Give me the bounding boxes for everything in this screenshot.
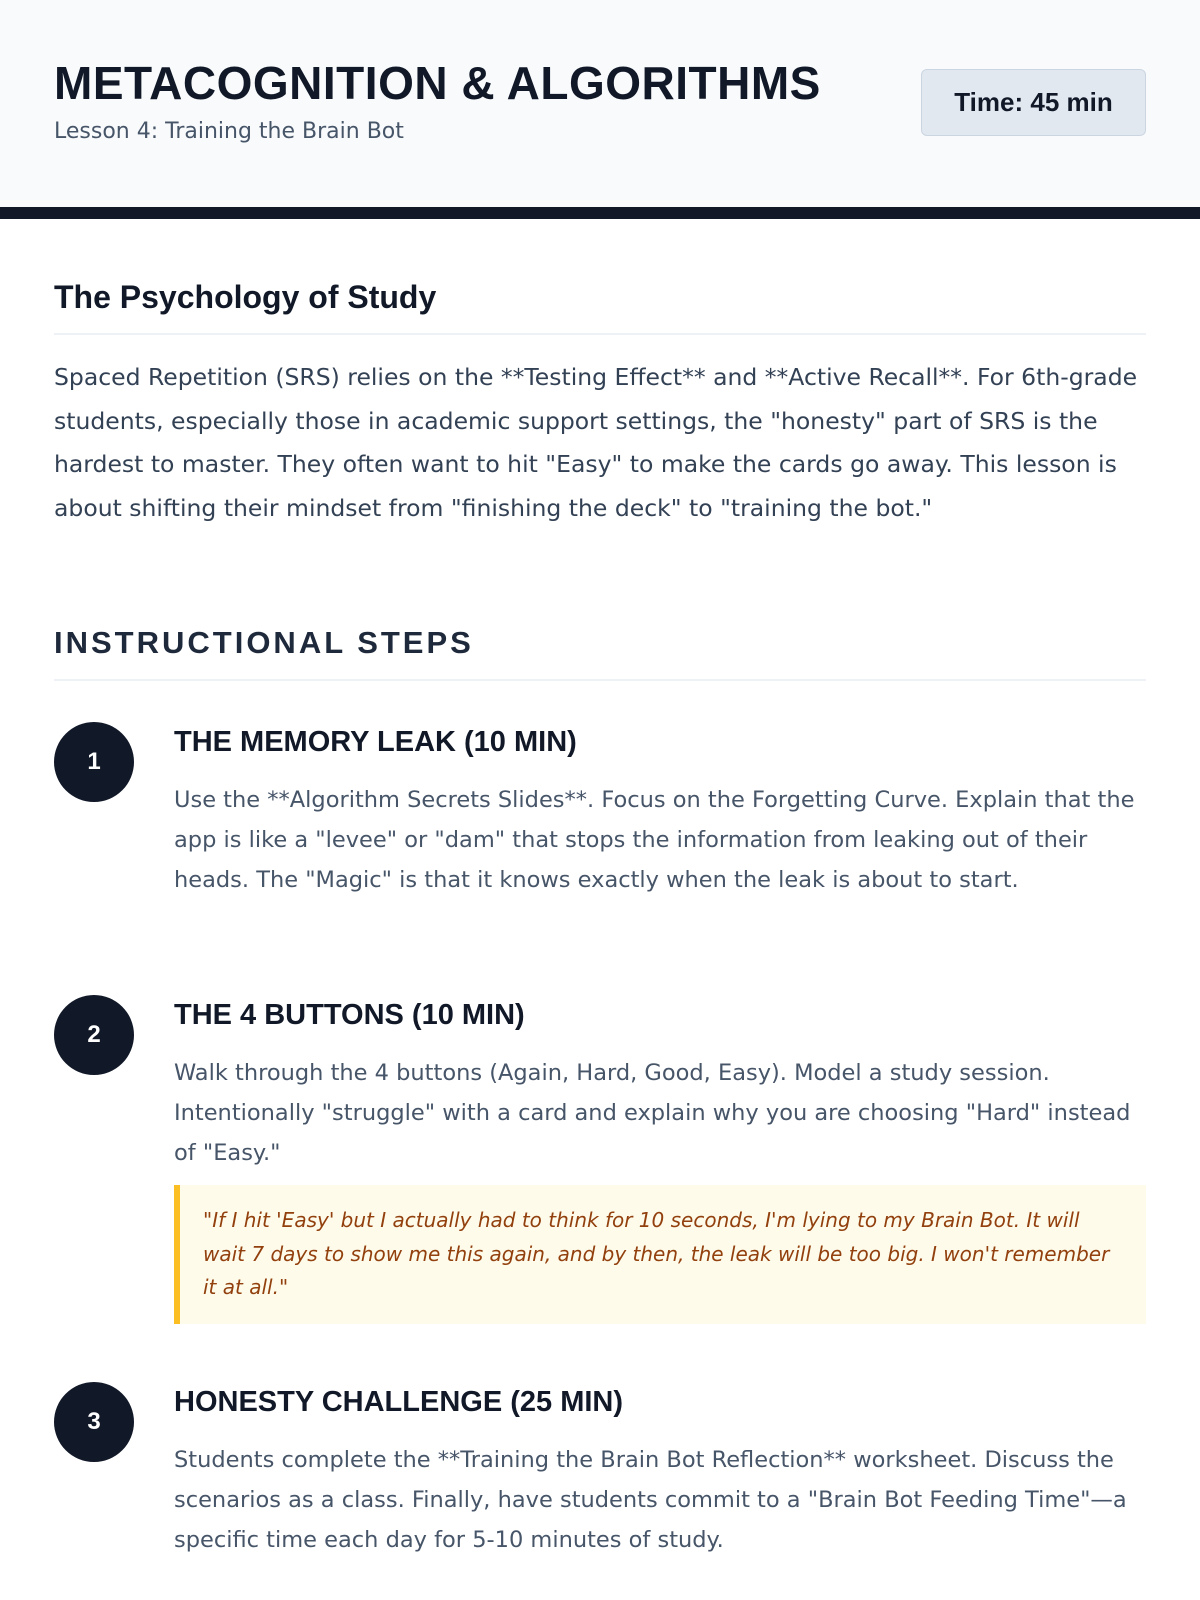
step-description: Walk through the 4 buttons (Again, Hard, Good, Easy). Model a study session. Intentionally "struggle" with a card and explain why you are choosing "Hard" instead of "Easy."	[174, 1060, 1131, 1166]
step-title: THE MEMORY LEAK (10 MIN)	[174, 726, 577, 758]
step-title: HONESTY CHALLENGE (25 MIN)	[174, 1386, 624, 1418]
page-title: METACOGNITION & ALGORITHMS	[54, 57, 821, 109]
page-header	[0, 0, 1200, 219]
step-title: THE 4 BUTTONS (10 MIN)	[174, 999, 525, 1031]
time-badge: Time: 45 min	[921, 69, 1146, 136]
lesson-subtitle: Lesson 4: Training the Brain Bot	[54, 119, 404, 144]
section-divider	[54, 679, 1146, 681]
intro-paragraph: Spaced Repetition (SRS) relies on the **Testing Effect** and **Active Recall**. For 6th-grade students, especially those in academic support settings, the "honesty" part of SRS is the hardest to master. They often want to hit "Easy" to make the cards go away. This lesson is about shifting their mindset from "finishing the deck" to "training the bot."	[54, 363, 1138, 522]
step-number-badge: 1	[54, 722, 134, 802]
step-description: Use the **Algorithm Secrets Slides**. Focus on the Forgetting Curve. Explain that the app is like a "levee" or "dam" that stops the information from leaking out of their heads. The "Magic" is that it knows exactly when the leak is about to start.	[174, 787, 1135, 893]
section-divider	[54, 333, 1146, 335]
step-number-badge: 2	[54, 995, 134, 1075]
section-heading-steps: INSTRUCTIONAL STEPS	[54, 625, 474, 660]
teacher-quote: "If I hit 'Easy' but I actually had to think for 10 seconds, I'm lying to my Brain Bot. It will wait 7 days to show me this again, and by then, the leak will be too big. I won't remember it at all."	[174, 1185, 1146, 1324]
section-heading-psychology: The Psychology of Study	[54, 279, 437, 315]
step-number-badge: 3	[54, 1382, 134, 1462]
step-description: Students complete the **Training the Brain Bot Reflection** worksheet. Discuss the scenarios as a class. Finally, have students commit to a "Brain Bot Feeding Time"—a specific time each day for 5-10 minutes of study.	[174, 1447, 1127, 1553]
